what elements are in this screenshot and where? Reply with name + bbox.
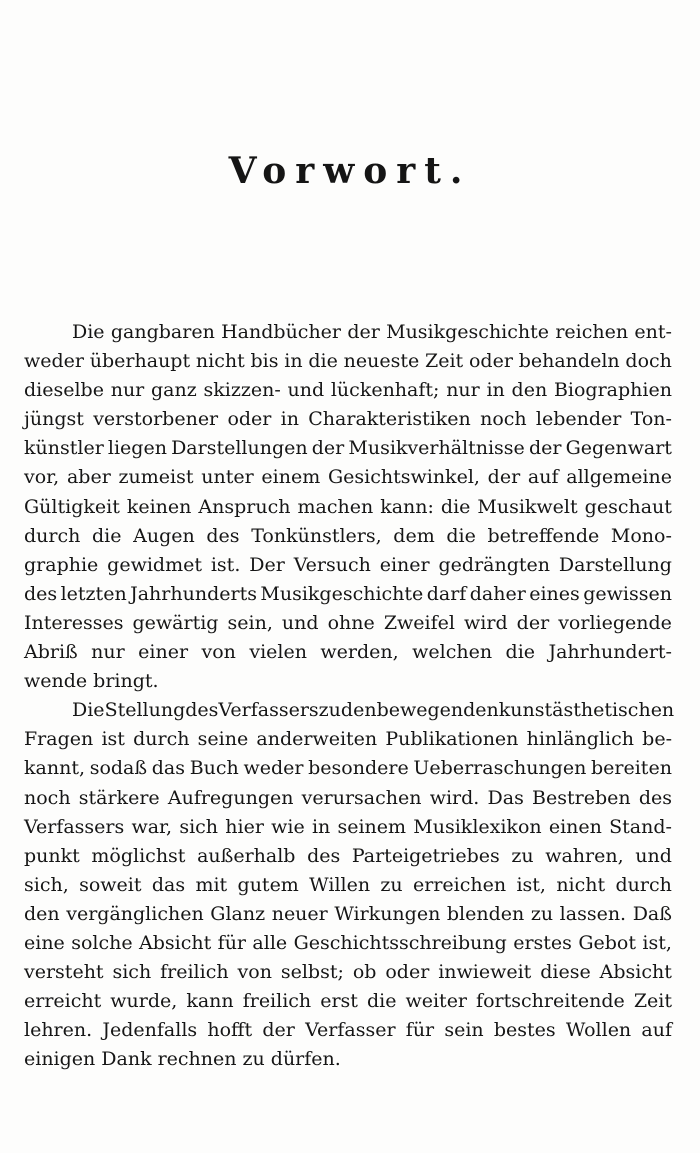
word: punkt (24, 844, 80, 867)
word: Stand- (609, 815, 672, 838)
word: doch (625, 350, 672, 373)
word: in (280, 408, 299, 431)
word: des (307, 844, 341, 867)
word: Zweifel (383, 611, 455, 634)
word: weder (24, 350, 84, 373)
word: lassen. (559, 902, 627, 925)
word: durch (133, 728, 190, 751)
text-line (24, 696, 675, 725)
word: von (237, 961, 272, 984)
word: gutem (237, 873, 299, 896)
word: Jahrhunderts (130, 582, 257, 605)
word: erst (320, 990, 358, 1013)
word: nur (91, 641, 125, 664)
word: anderweiten (256, 728, 378, 751)
word: Musikverhältnisse (348, 437, 525, 460)
word: in (486, 379, 505, 402)
word: verstorbener (93, 408, 219, 431)
word: die (92, 524, 122, 547)
word: den (340, 699, 377, 722)
word: die (366, 990, 397, 1013)
text-line (24, 958, 672, 987)
word: das (151, 757, 185, 780)
word: und (287, 379, 325, 402)
word: die (505, 641, 536, 664)
word: wird. (429, 786, 480, 809)
word: weiter (405, 990, 468, 1013)
word: hier (225, 815, 264, 838)
word: durch (24, 524, 81, 547)
word: noch (24, 786, 71, 809)
word: solche (71, 931, 133, 954)
word: bewegenden (376, 699, 499, 722)
word: welchen (412, 641, 493, 664)
paragraph (24, 318, 672, 696)
word: zu (242, 1048, 265, 1071)
word: aber (66, 466, 111, 489)
word: Biographien (553, 379, 672, 402)
word: ist, (516, 873, 546, 896)
word: Stellung (104, 699, 186, 722)
word: kannt, (24, 757, 85, 780)
word: Buch (189, 757, 239, 780)
word: diese (540, 961, 591, 984)
word: Mono- (610, 524, 672, 547)
word: sich (179, 815, 219, 838)
word: Verfassers (218, 699, 319, 722)
word: in (284, 350, 303, 373)
word: den (24, 902, 60, 925)
word: von (201, 641, 236, 664)
word: Charakteristiken (308, 408, 471, 431)
word: erreichen (413, 873, 507, 896)
word: oder (227, 408, 272, 431)
word: wende (24, 670, 88, 693)
word: war, (131, 815, 173, 838)
word: Interesses (24, 611, 124, 634)
word: Bestreben (532, 786, 631, 809)
word: überhaupt (89, 350, 191, 373)
word: oder (385, 961, 430, 984)
text-line (24, 551, 672, 580)
word: des (24, 582, 58, 605)
word: Dank (101, 1048, 152, 1071)
word: die (440, 495, 471, 518)
text-line (24, 580, 672, 609)
word: wahren, (545, 844, 624, 867)
word: letzten (60, 582, 127, 605)
word: allgemeine (566, 466, 672, 489)
text-line (24, 929, 672, 958)
word: Daß (632, 902, 672, 925)
word: Gebot (578, 931, 636, 954)
word: eine (24, 931, 65, 954)
text-line (24, 871, 672, 900)
word: nicht (195, 350, 245, 373)
word: des (638, 786, 672, 809)
text-line (24, 405, 672, 434)
word: Gültigkeit (24, 495, 120, 518)
word: einigen (24, 1048, 96, 1071)
text-line (24, 667, 672, 696)
text-line (24, 638, 672, 667)
word: Parteigetriebes (351, 844, 500, 867)
word: einer (138, 641, 189, 664)
word: des (206, 524, 240, 547)
word: Absicht (139, 931, 212, 954)
word: wie (271, 815, 305, 838)
word: Augen (133, 524, 195, 547)
word: be- (642, 728, 672, 751)
word: Das (487, 786, 524, 809)
word: graphie (24, 553, 99, 576)
word: lehren. (24, 1019, 93, 1042)
word: zu (318, 699, 341, 722)
word: Musikwelt (477, 495, 578, 518)
word: Fragen (24, 728, 94, 751)
word: behandeln (518, 350, 620, 373)
word: Ueberraschungen (413, 757, 587, 780)
word: lebender (535, 408, 622, 431)
text-line (24, 900, 672, 929)
word: machen (297, 495, 374, 518)
word: sich, (24, 873, 69, 896)
text-line (24, 609, 672, 638)
word: bestes (493, 1019, 556, 1042)
word: das (151, 873, 186, 896)
word: Willen (309, 873, 371, 896)
word: Abriß (24, 641, 78, 664)
word: kann: (380, 495, 434, 518)
word: daher (469, 582, 526, 605)
word: der (487, 466, 521, 489)
word: Aufregungen (167, 786, 294, 809)
word: Ton- (630, 408, 672, 431)
word: noch (480, 408, 527, 431)
word: lückenhaft; (330, 379, 440, 402)
text-line (24, 434, 672, 463)
word: blenden (446, 902, 525, 925)
word: stärkere (78, 786, 160, 809)
word: Darstellungen (171, 437, 308, 460)
word: und (635, 844, 672, 867)
word: dem (393, 524, 435, 547)
word: weder (243, 757, 304, 780)
word: der (528, 437, 562, 460)
word: Jedenfalls (102, 1019, 198, 1042)
word: Wollen (565, 1019, 632, 1042)
word: zu (380, 873, 403, 896)
word: ent- (634, 321, 672, 343)
word: soweit (79, 873, 142, 896)
word: seinem (337, 815, 407, 838)
text-line (24, 1016, 672, 1045)
word: Musikgeschichte (260, 582, 424, 605)
text-line (24, 318, 672, 347)
word: wird (464, 611, 508, 634)
word: zu (530, 902, 554, 925)
word: reichen (555, 321, 629, 343)
word: auf (527, 466, 559, 489)
word: möglichst (91, 844, 186, 867)
word: verursachen (301, 786, 422, 809)
word: Glanz (210, 902, 266, 925)
word: Der (249, 553, 285, 576)
word: besondere (308, 757, 409, 780)
word: jüngst (24, 408, 84, 431)
word: eines (529, 582, 580, 605)
word: inwieweit (438, 961, 532, 984)
word: ist. (210, 553, 241, 576)
word: der (347, 321, 380, 343)
word: außerhalb (197, 844, 296, 867)
word: Verfasser (305, 1019, 396, 1042)
word: Anspruch (198, 495, 291, 518)
word: liegen (107, 437, 167, 460)
word: Versuch (293, 553, 371, 576)
word: und (281, 611, 319, 634)
word: sein, (227, 611, 273, 634)
word: einer (379, 553, 430, 576)
word: Musiklexikon (413, 815, 542, 838)
word: künstler (24, 437, 104, 460)
word: skizzen- (203, 379, 281, 402)
word: freilich (242, 990, 312, 1013)
word: seine (197, 728, 249, 751)
word: dürfen. (270, 1048, 341, 1071)
text-line (24, 842, 672, 871)
word: Gesichtswinkel, (327, 466, 480, 489)
text-line (24, 1045, 672, 1074)
word: betreffende (487, 524, 600, 547)
word: neuer (271, 902, 328, 925)
word: die (446, 524, 476, 547)
word: erreicht (24, 990, 102, 1013)
word: Geschichtsschreibung (293, 931, 507, 954)
word: unter (201, 466, 254, 489)
text-line (24, 987, 672, 1016)
word: bereiten (591, 757, 672, 780)
word: gewidmet (107, 553, 202, 576)
word: mit (195, 873, 228, 896)
word: Gegenwart (565, 437, 672, 460)
word: oder (468, 350, 513, 373)
word: zu (511, 844, 534, 867)
word: rechnen (157, 1048, 237, 1071)
word: in (311, 815, 331, 838)
word: geschaut (584, 495, 672, 518)
word: den (511, 379, 548, 402)
word: versteht (24, 961, 104, 984)
word: für (217, 931, 247, 954)
word: gewissen (583, 582, 672, 605)
word: Zeit (425, 350, 464, 373)
word: nur (110, 379, 145, 402)
word: vor, (24, 466, 60, 489)
text-line (24, 493, 672, 522)
word: dieselbe (24, 379, 104, 402)
word: darf (426, 582, 467, 605)
word: nicht (556, 873, 606, 896)
word: keinen (126, 495, 192, 518)
word: gedrängten (438, 553, 550, 576)
word: sich (112, 961, 152, 984)
word: zumeist (118, 466, 194, 489)
text-line (24, 376, 672, 405)
word: bringt. (93, 670, 159, 693)
word: Jahrhundert- (548, 641, 672, 664)
word: die (308, 350, 338, 373)
word: vergänglichen (66, 902, 204, 925)
word: gangbaren (110, 321, 215, 343)
text-line (24, 463, 672, 492)
word: Handbücher (221, 321, 342, 343)
word: sodaß (89, 757, 148, 780)
word: ohne (327, 611, 375, 634)
word: der (311, 437, 345, 460)
word: für (405, 1019, 435, 1042)
text-line (24, 813, 672, 842)
text-line (24, 347, 672, 376)
word: wurde, (110, 990, 178, 1013)
text-line (24, 522, 672, 551)
word: vorliegende (558, 611, 672, 634)
word: Absicht (599, 961, 672, 984)
word: Darstellung (558, 553, 672, 576)
word: alle (252, 931, 288, 954)
paragraph (24, 696, 675, 1074)
word: einem (261, 466, 321, 489)
word: Tonkünstlers, (251, 524, 382, 547)
word: kunstästhetischen (498, 699, 675, 722)
word: sein (444, 1019, 484, 1042)
text-line (24, 784, 672, 813)
word: neueste (343, 350, 420, 373)
preface-text (24, 318, 675, 1074)
word: ist, (642, 931, 672, 954)
word: erstes (513, 931, 572, 954)
word: hofft (207, 1019, 253, 1042)
word: freilich (160, 961, 229, 984)
word: Die (72, 321, 105, 343)
word: ganz (151, 379, 197, 402)
word: bis (250, 350, 279, 373)
word: Die (72, 699, 105, 722)
word: hinlänglich (526, 728, 634, 751)
word: gewärtig (132, 611, 219, 634)
word: Musikgeschichte (386, 321, 550, 343)
word: ist (101, 728, 125, 751)
word: Publikationen (385, 728, 519, 751)
word: der (262, 1019, 295, 1042)
word: durch (615, 873, 672, 896)
word: nur (446, 379, 480, 402)
word: selbst; (280, 961, 344, 984)
word: fortschreitende (476, 990, 625, 1013)
word: Wirkungen (334, 902, 441, 925)
word: Verfassers (24, 815, 125, 838)
word: Zeit (633, 990, 672, 1013)
text-line (24, 725, 672, 754)
word: einen (548, 815, 602, 838)
word: der (516, 611, 550, 634)
word: vielen (249, 641, 307, 664)
text-line (24, 754, 672, 783)
word: ob (352, 961, 377, 984)
word: auf (641, 1019, 672, 1042)
word: werden, (320, 641, 399, 664)
page-title: Vorwort. (228, 150, 472, 192)
word: des (185, 699, 219, 722)
word: kann (186, 990, 234, 1013)
